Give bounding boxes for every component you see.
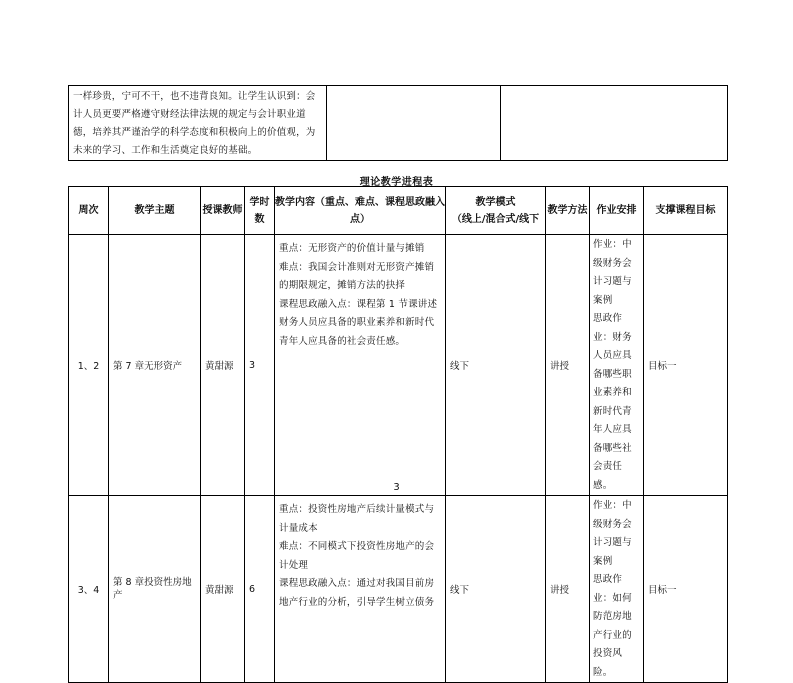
content-text: 重点：无形资产的价值计量与摊销 难点：我国会计准则对无形资产摊销的期限规定，摊销方法的抉择 课程思政融入点：课程第 1 节课讲述财务人员应具备的职业素养和新时代青年人应具备的社会责任感。 (279, 243, 438, 347)
cell-teacher: 黄甜源 (201, 235, 245, 496)
cell-hours: 3 (245, 235, 275, 496)
cell-mode: 线下 (446, 496, 546, 683)
header-mode (446, 187, 546, 235)
cell-method: 讲授 (546, 235, 590, 496)
table-row (69, 496, 728, 683)
header-teacher: 授课教师 (201, 187, 245, 235)
cell-teacher: 黄甜源 (201, 496, 245, 683)
header-mode-options: （线上/混合式/线下 (451, 213, 540, 225)
cell-topic: 第 8 章投资性房地产 (109, 496, 201, 683)
cell-content (275, 496, 446, 683)
header-goal: 支撑课程目标 (644, 187, 728, 235)
homework-text: 作业：中级财务会计习题与案例 思政作业：财务人员应具备哪些职业素养和新时代青年人应具备哪些社会责任感。 (593, 239, 632, 491)
cell-homework (590, 235, 644, 496)
header-homework: 作业安排 (590, 187, 644, 235)
top-empty-cell (501, 86, 728, 161)
header-hours: 学时数 (245, 187, 275, 235)
top-continuation-table (68, 85, 728, 161)
cell-week: 3、4 (69, 496, 109, 683)
cell-goal: 目标一 (644, 235, 728, 496)
section-title: 理论教学进程表 (359, 177, 434, 188)
header-row (69, 187, 728, 235)
cell-week: 1、2 (69, 235, 109, 496)
cell-content (275, 235, 446, 496)
header-content: 教学内容（重点、难点、课程思政融入点） (275, 187, 446, 235)
homework-text: 作业：中级财务会计习题与案例 思政作业：如何防范房地产行业的投资风险。 (593, 500, 632, 678)
table-row (69, 235, 728, 496)
top-text-cell (69, 86, 327, 161)
cell-goal: 目标一 (644, 496, 728, 683)
cell-hours: 6 (245, 496, 275, 683)
cell-topic: 第 7 章无形资产 (109, 235, 201, 496)
cell-homework (590, 496, 644, 683)
top-empty-cell (327, 86, 501, 161)
top-text: 一样珍贵，宁可不干，也不违背良知。让学生认识到：会计人员更要严格遵守财经法律法规的规定与会计职业道德，培养其严谨治学的科学态度和积极向上的价值观，为未来的学习、工作和生活奠定良好的基础。 (73, 91, 316, 156)
cell-mode: 线下 (446, 235, 546, 496)
header-mode-title: 教学模式 (475, 196, 516, 208)
page-number: 3 (393, 482, 400, 493)
header-week: 周次 (69, 187, 109, 235)
header-method: 教学方法 (546, 187, 590, 235)
content-text: 重点：投资性房地产后续计量模式与计量成本 难点：不同模式下投资性房地产的会计处理 课程思政融入点：通过对我国目前房地产行业的分析，引导学生树立债务 (279, 504, 435, 608)
header-topic: 教学主题 (109, 187, 201, 235)
cell-method: 讲授 (546, 496, 590, 683)
teaching-schedule-table (68, 186, 728, 683)
